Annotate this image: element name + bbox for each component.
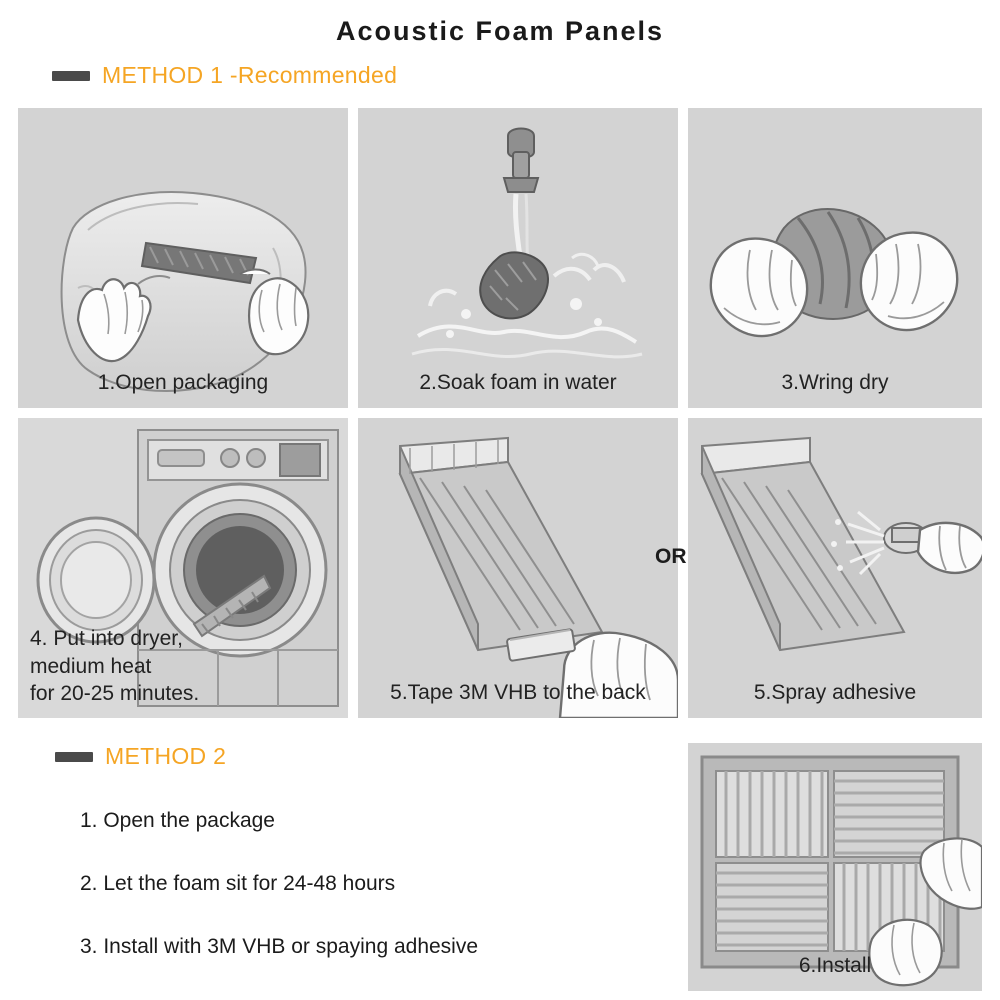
step-1-caption: 1.Open packaging xyxy=(97,370,269,394)
step-4-line-3: for 20-25 minutes. xyxy=(30,682,200,706)
step-3-panel xyxy=(688,108,982,408)
illustration-open-packaging xyxy=(18,108,348,408)
illustration-spray-adhesive xyxy=(688,418,982,718)
or-label: OR xyxy=(655,545,687,568)
step-5b-caption: 5.Spray adhesive xyxy=(753,680,917,704)
step-4-panel xyxy=(18,418,348,718)
step-2-caption: 2.Soak foam in water xyxy=(419,370,617,394)
method-2-step-2: 2. Let the foam sit for 24-48 hours xyxy=(80,872,396,896)
step-3-caption: 3.Wring dry xyxy=(781,370,889,394)
step-4-line-2: medium heat xyxy=(30,654,152,678)
dash-marker-icon xyxy=(52,71,90,81)
step-2-panel xyxy=(358,108,678,408)
method-2-step-3: 3. Install with 3M VHB or spaying adhesive xyxy=(80,935,479,959)
method-2-header xyxy=(55,743,226,770)
method-1-label: METHOD 1 -Recommended xyxy=(102,62,398,88)
step-1-panel xyxy=(18,108,348,408)
step-6-caption: 6.Install xyxy=(798,953,872,977)
dash-marker-icon xyxy=(55,752,93,762)
step-5b-panel xyxy=(688,418,982,718)
illustration-soak-foam xyxy=(358,108,678,408)
step-5a-panel xyxy=(358,418,678,718)
step-6-panel xyxy=(688,743,982,991)
step-4-caption xyxy=(30,625,330,708)
page-title: Acoustic Foam Panels xyxy=(335,16,665,46)
method-2-step-list xyxy=(80,808,660,998)
step-4-line-1: 4. Put into dryer, xyxy=(30,626,183,650)
method-1-header xyxy=(52,62,397,89)
illustration-wring-dry xyxy=(688,108,982,408)
illustration-tape-vhb xyxy=(358,418,678,718)
method-2-label: METHOD 2 xyxy=(105,743,227,769)
method-2-step-1: 1. Open the package xyxy=(80,809,275,832)
step-5a-caption: 5.Tape 3M VHB to the back xyxy=(390,680,646,704)
